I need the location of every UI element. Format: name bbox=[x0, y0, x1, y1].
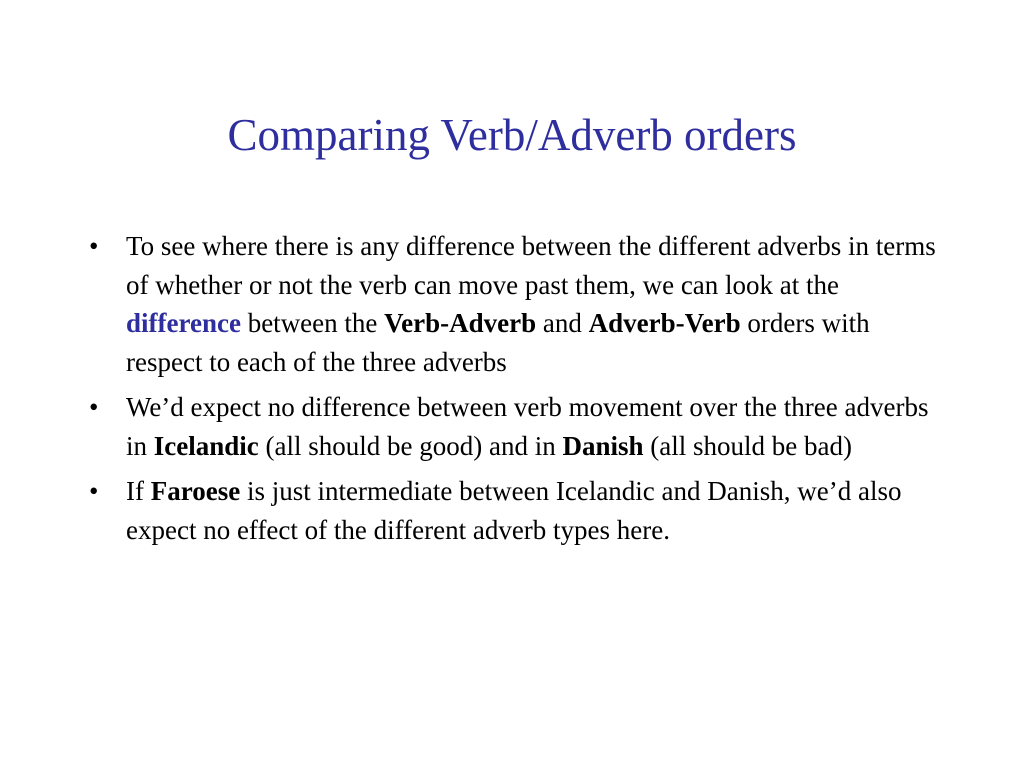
bullet-segment: orders with respect to each of the three adverbs bbox=[126, 308, 870, 377]
bullet-item bbox=[80, 227, 940, 381]
bullet-text bbox=[126, 476, 901, 545]
bullet-segment-bold: Icelandic bbox=[153, 430, 259, 461]
bullet-segment: between the bbox=[240, 308, 385, 338]
bullet-item bbox=[80, 472, 940, 549]
bullet-segment: is just intermediate between Icelandic and Danish, we’d also expect no effect of the different adverb types here. bbox=[126, 476, 902, 545]
slide-title: Comparing Verb/Adverb orders bbox=[227, 110, 797, 160]
bullet-marker: • bbox=[89, 476, 99, 506]
bullet-segment-bold: Faroese bbox=[150, 476, 241, 506]
bullet-segment-highlight: difference bbox=[126, 308, 241, 338]
bullet-segment: We’d expect no difference between verb movement over the three adverbs in bbox=[126, 392, 929, 461]
bullet-marker: • bbox=[89, 392, 99, 422]
bullet-segment: and bbox=[536, 308, 589, 338]
bullet-segment: (all should be bad) bbox=[643, 430, 852, 461]
bullet-list bbox=[80, 227, 940, 556]
bullet-segment: If bbox=[126, 476, 151, 506]
bullet-item bbox=[80, 388, 940, 465]
bullet-segment-bold: Adverb-Verb bbox=[588, 308, 741, 338]
bullet-segment-bold: Danish bbox=[562, 430, 644, 461]
bullet-text bbox=[126, 231, 936, 377]
bullet-segment: (all should be good) and in bbox=[258, 430, 563, 461]
bullet-segment-bold: Verb-Adverb bbox=[384, 308, 537, 338]
bullet-marker: • bbox=[89, 231, 99, 261]
bullet-text bbox=[126, 392, 928, 461]
bullet-segment: To see where there is any difference between the different adverbs in terms of whether or not the verb can move past them, we can look at the bbox=[126, 231, 936, 300]
